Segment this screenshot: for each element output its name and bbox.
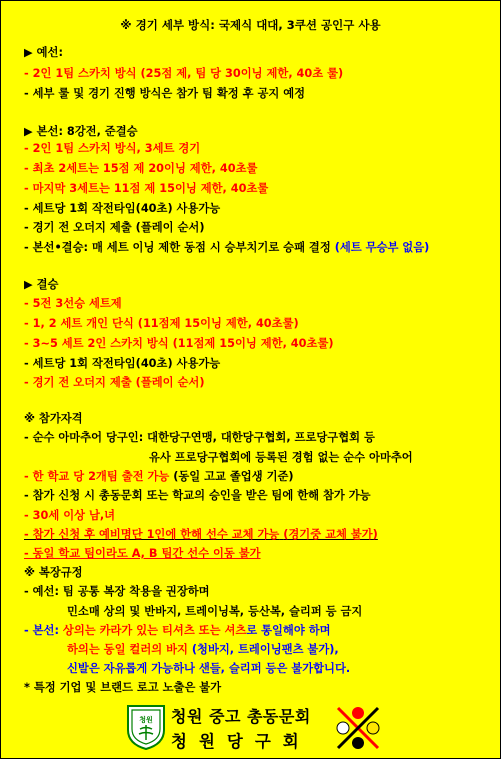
emblem-text: 청원: [139, 716, 153, 724]
main-line-5: - 경기 전 오더지 제출 (플레이 순서): [24, 221, 205, 234]
eligibility-line-6-text: - 참가 신청 후 예비명단 1인에 한해 선수 교체 가능: [24, 528, 280, 541]
final-line-5: - 경기 전 오더지 제출 (플레이 순서): [24, 376, 205, 389]
main-line-3: - 마지막 3세트는 11점 제 15이닝 제한, 40초룰: [24, 182, 269, 195]
eligibility-line-5: - 30세 이상 남,녀: [24, 509, 116, 522]
final-line-2: - 1, 2 세트 개인 단식 (11점제 15이닝 제한, 40초룰): [24, 317, 299, 330]
eligibility-line-1: - 순수 아마추어 당구인: 대한당구연맹, 대한당구협회, 프로당구협회 등: [24, 431, 375, 444]
dress-line-4-text: 하의는 동일 컬러의 바지: [67, 643, 188, 656]
eligibility-title: ※ 참가자격: [24, 412, 83, 425]
main-line-6: [24, 240, 429, 256]
eligibility-line-6-note: (경기중 교체 불가): [283, 528, 378, 541]
main-line-1: - 2인 1팀 스카치 방식, 3세트 경기: [24, 142, 201, 155]
dress-line-6: * 특정 기업 및 브랜드 로고 노출은 불가: [24, 681, 222, 694]
org-name-line-2: 청원당구회: [171, 732, 311, 751]
dress-line-3: [24, 623, 331, 639]
eligibility-line-6: [24, 527, 378, 543]
final-line-3: - 3~5 세트 2인 스카치 방식 (11점제 15이닝 제한, 40초룰): [24, 337, 334, 350]
final-line-1: - 5전 3선승 세트제: [24, 297, 122, 310]
school-emblem-icon: [126, 702, 166, 750]
final-line-4: - 세트당 1회 작전타임(40초) 사용가능: [24, 357, 221, 370]
eligibility-line-2: 유사 프로당구협회에 등록된 경험 없는 순수 아마추어: [149, 451, 413, 464]
dress-line-2: 민소매 상의 및 반바지, 트레이닝복, 등산복, 슬리퍼 등 금지: [67, 605, 363, 618]
eligibility-line-4: - 참가 신청 시 총동문회 또는 학교의 승인을 받은 팀에 한해 참가 가능: [24, 489, 371, 502]
prelim-line-1: - 2인 1팀 스카치 방식 (25점 제, 팀 당 30이닝 제한, 40초 룰): [24, 67, 344, 80]
dress-line-5: 신발은 자유롭게 가능하나 샌들, 슬리퍼 등은 불가합니다.: [67, 662, 351, 675]
header-title: ※ 경기 세부 방식: 국제식 대대, 3쿠션 공인구 사용: [120, 18, 381, 32]
dress-line-3-prefix: - 본선:: [24, 624, 63, 637]
dress-line-3-top: 상의는 카라가 있는 티셔츠 또는 셔츠: [62, 624, 247, 637]
main-line-6-note: (세트 무승부 없음): [334, 241, 430, 254]
dress-title: ※ 복장규정: [24, 566, 83, 579]
org-name-line-1: 청원 중고 총동문회: [171, 707, 311, 726]
prelim-title: ▶ 예선:: [24, 46, 63, 59]
dress-line-4-note: (청바지, 트레이닝팬츠 불가),: [191, 643, 339, 656]
main-line-2: - 최초 2세트는 15점 제 20이닝 제한, 40초룰: [24, 162, 258, 175]
main-line-6-text: - 본선•결승: 매 세트 이닝 제한 동점 시 승부치기로 승패 결정: [24, 241, 331, 254]
prelim-line-2: - 세부 룰 및 경기 진행 방식은 참가 팀 확정 후 공지 예정: [24, 87, 306, 100]
eligibility-line-3: [24, 469, 294, 485]
eligibility-line-3-text: - 한 학교 당 2개팀 출전 가능: [24, 470, 170, 483]
dress-line-4: [67, 642, 339, 658]
main-line-4: - 세트당 1회 작전타임(40초) 사용가능: [24, 202, 221, 215]
dress-line-3-suffix: 로 통일해야 하며: [246, 624, 331, 637]
eligibility-line-7: - 동일 학교 팀이라도 A, B 팀간 선수 이동 불가: [24, 547, 261, 560]
final-title: ▶ 결승: [24, 278, 59, 291]
main-title: ▶ 본선: 8강전, 준결승: [24, 125, 138, 138]
dress-line-1: - 예선: 팀 공통 복장 착용을 권장하며: [24, 585, 210, 598]
eligibility-line-3-note: (동일 고교 졸업생 기준): [173, 470, 294, 483]
billiard-balls-icon: [334, 704, 382, 752]
